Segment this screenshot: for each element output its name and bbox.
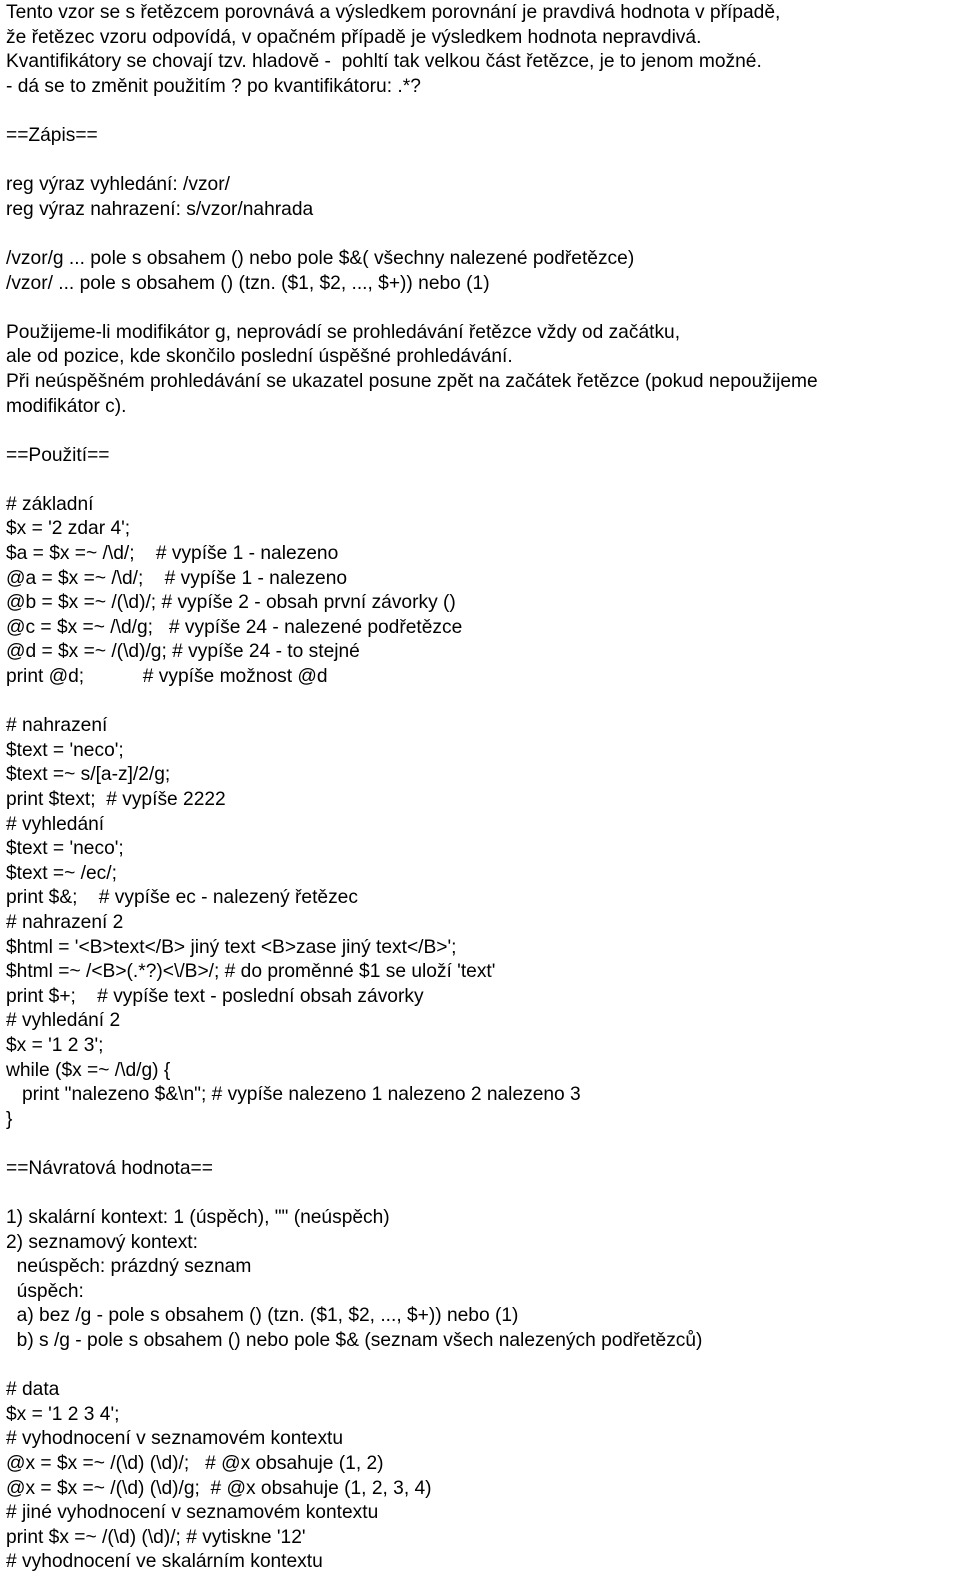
blank-line (6, 222, 956, 247)
code-comment-line: # vyhledání 2 (6, 1010, 121, 1032)
text-line: Tento vzor se s řetězcem porovnává a výsledkem porovnání je pravdivá hodnota v případě, (6, 2, 781, 23)
text-line: - dá se to změnit použitím ? po kvantifikátoru: .*? (6, 75, 421, 97)
text-line: $x = '1 2 3 4'; (6, 1403, 120, 1425)
text-line: ale od pozice, kde skončilo poslední úspěšné prohledávání. (6, 346, 513, 368)
text-line: 2) seznamový kontext: (6, 1231, 198, 1253)
text-line: @b = $x =~ /(\d)/; # vypíše 2 - obsah první závorky () (6, 592, 456, 614)
text-line: print $text; # vypíše 2222 (6, 789, 226, 810)
blank-line (6, 149, 956, 174)
document-body (6, 1, 956, 1575)
code-comment-line: # data (6, 1379, 60, 1401)
text-line: print $x =~ /(\d) (\d)/; # vytiskne '12' (6, 1526, 306, 1548)
text-line: while ($x =~ /\d/g) { (6, 1059, 171, 1081)
text-line: $x = '2 zdar 4'; (6, 518, 131, 540)
text-line: $text = 'neco'; (6, 838, 124, 860)
text-line: a) bez /g - pole s obsahem () (tzn. ($1, $2, ..., $+)) nebo (1) (6, 1305, 519, 1327)
code-comment-line: # vyhodnocení v seznamovém kontextu (6, 1428, 344, 1450)
text-line: Při neúspěšném prohledávání se ukazatel posune zpět na začátek řetězce (pokud nepoužijeme (6, 370, 818, 392)
text-line: reg výraz vyhledání: /vzor/ (6, 174, 230, 196)
text-line: $text =~ /ec/; (6, 862, 117, 884)
text-line: $html =~ /<B>(.*?)<\/B>/; # do proměnné $1 se uloží 'text' (6, 961, 496, 983)
text-line: $text = 'neco'; (6, 739, 124, 761)
code-comment-line: # jiné vyhodnocení v seznamovém kontextu (6, 1502, 379, 1524)
section-heading: ==Návratová hodnota== (6, 1157, 213, 1179)
code-comment-line: # základní (6, 493, 94, 515)
text-line: $text =~ s/[a-z]/2/g; (6, 764, 171, 786)
text-line: print $+; # vypíše text - poslední obsah závorky (6, 985, 424, 1007)
text-line: @c = $x =~ /\d/g; # vypíše 24 - nalezené podřetězce (6, 616, 463, 638)
text-line: print $&; # vypíše ec - nalezený řetězec (6, 887, 358, 909)
text-line: $a = $x =~ /\d/; # vypíše 1 - nalezeno (6, 543, 339, 565)
text-line: /vzor/g ... pole s obsahem () nebo pole $&( všechny nalezené podřetězce) (6, 247, 635, 269)
text-line: @d = $x =~ /(\d)/g; # vypíše 24 - to stejné (6, 641, 360, 663)
text-line: @a = $x =~ /\d/; # vypíše 1 - nalezeno (6, 567, 348, 589)
text-line: Použijeme-li modifikátor g, neprovádí se prohledávání řetězce vždy od začátku, (6, 321, 681, 343)
blank-line (6, 1354, 956, 1379)
blank-line (6, 1182, 956, 1207)
text-line: neúspěch: prázdný seznam (6, 1256, 252, 1278)
text-line: že řetězec vzoru odpovídá, v opačném případě je výsledkem hodnota nepravdivá. (6, 26, 702, 48)
text-line: Kvantifikátory se chovají tzv. hladově - pohltí tak velkou část řetězce, je to jenom možné. (6, 51, 762, 73)
text-line: } (6, 1108, 13, 1130)
code-comment-line: # nahrazení 2 (6, 911, 124, 933)
code-comment-line: # nahrazení (6, 715, 108, 737)
blank-line (6, 296, 956, 321)
text-line: /vzor/ ... pole s obsahem () (tzn. ($1, $2, ..., $+)) nebo (1) (6, 272, 490, 294)
blank-line (6, 468, 956, 493)
section-heading: ==Zápis== (6, 124, 98, 146)
blank-line (6, 419, 956, 444)
text-line: reg výraz nahrazení: s/vzor/nahrada (6, 198, 314, 220)
code-comment-line: # vyhledání (6, 813, 105, 835)
text-line: $html = '<B>text</B> jiný text <B>zase jiný text</B>'; (6, 936, 457, 958)
text-line: @x = $x =~ /(\d) (\d)/; # @x obsahuje (1, 2) (6, 1453, 384, 1475)
text-line: modifikátor c). (6, 395, 127, 417)
blank-line (6, 1132, 956, 1157)
text-line: @x = $x =~ /(\d) (\d)/g; # @x obsahuje (1, 2, 3, 4) (6, 1477, 432, 1499)
blank-line (6, 690, 956, 715)
text-line: 1) skalární kontext: 1 (úspěch), "" (neúspěch) (6, 1207, 390, 1229)
code-comment-line: # vyhodnocení ve skalárním kontextu (6, 1551, 323, 1573)
text-line: $x = '1 2 3'; (6, 1034, 104, 1056)
text-line: úspěch: (6, 1280, 84, 1302)
text-line: print @d; # vypíše možnost @d (6, 666, 328, 688)
section-heading: ==Použití== (6, 444, 110, 466)
blank-line (6, 99, 956, 124)
text-line: b) s /g - pole s obsahem () nebo pole $& (seznam všech nalezených podřetězců) (6, 1330, 703, 1352)
text-line: print "nalezeno $&\n"; # vypíše nalezeno 1 nalezeno 2 nalezeno 3 (6, 1084, 581, 1106)
